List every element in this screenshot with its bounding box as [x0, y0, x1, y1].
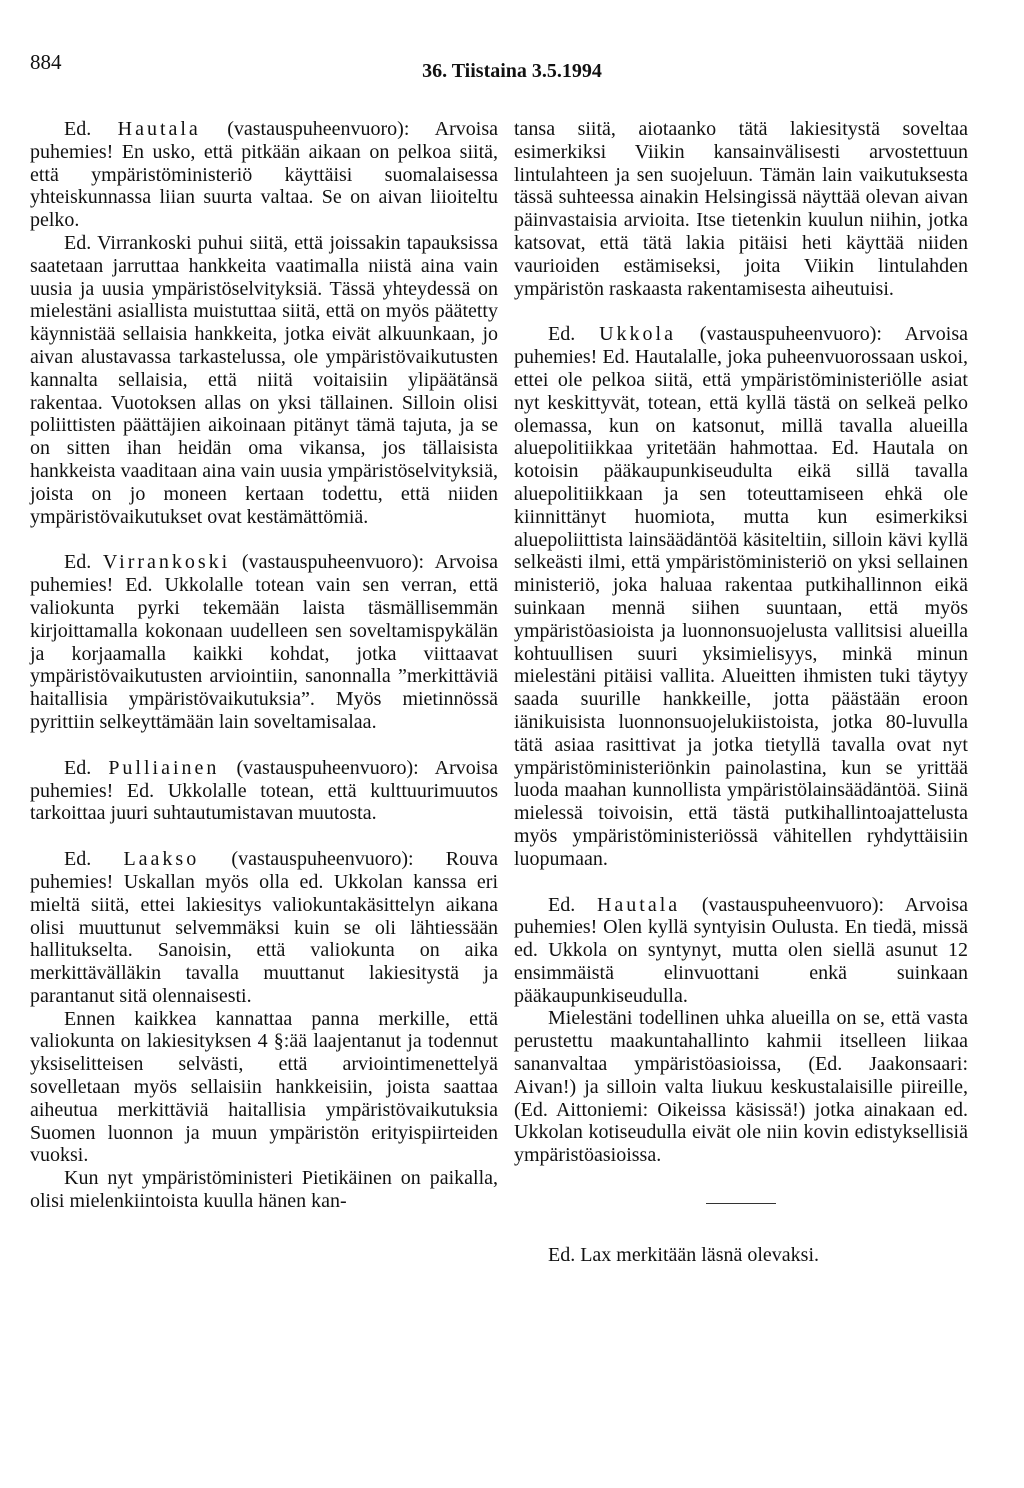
speech-virrankoski — [30, 551, 498, 733]
speaker-name: Pulliainen — [108, 756, 220, 779]
speaker-prefix: Ed. — [548, 323, 600, 346]
speech-paragraph: Ennen kaikkea kannattaa panna merkille, että valiokunta on lakiesityksen 4 §:ää laajentanut ja todennut yksiselitteisen selvästi, että arviointimenettelyä sovelletaan myös sellaisiin hankkeisiin, joista saattaa aiheutua merkittäviä haitallisia ympäristövaikutuksia Suomen luonnon ja muun ympäristön erityispiirteiden vuoksi. — [30, 1007, 498, 1167]
right-column — [514, 118, 968, 1267]
speaker-prefix: Ed. — [64, 118, 118, 140]
speech-hautala-1 — [30, 118, 498, 232]
attendance-notice: Ed. Lax merkitään läsnä olevaksi. — [548, 1244, 820, 1267]
speech-paragraph: Ed. Virrankoski puhui siitä, että joissakin tapauksissa saatetaan jarruttaa hankkeita vaatimalla niistä aina vain uusia ja uusia ympäristöselvityksiä. Tässä yhteydessä on mielestäni asiallista muistuttaa siitä, että on myös päätetty käynnistää sellaisia hankkeita, jotka eivät alkuunkaan, jo aivan alustavassa tarkastelussa, ole ympäristövaikutusten kannalta sellaisia, että niitä voitaisiin ylipäätänsä rakentaa. Vuotoksen allas on yksi tällainen. Silloin olisi poliittisten päättäjien aikoinaan pitänyt tämä tajuta, ja se on sitten ihan heidän oma vikansa, jos tällaisista hankkeista vaaditaan aina vain uusia ympäristöselvityksiä, joista on jo moneen kertaan todettu, että niiden ympäristövaikutukset ovat kestämättömiä. — [30, 231, 498, 528]
section-divider — [706, 1203, 776, 1204]
speech-text: (vastauspuheenvuoro): Rouva puhemies! Uskallan myös olla ed. Ukkolan kanssa eri mieltä siitä, ettei lakiesitys valiokuntakäsittelyn aikana olisi muuttunut selvemmäksi kuin se oli lähtiessään hallitukselta. Sanoisin, että valiokunta on aika merkittävälläkin tavalla muuttanut lakiesitystä ja parantanut sitä olennaisesti. — [30, 848, 499, 1007]
speaker-name: Ukkola — [599, 323, 676, 346]
speech-ukkola — [514, 323, 968, 870]
speaker-name: Hautala — [117, 118, 201, 140]
speaker-name: Laakso — [123, 848, 200, 871]
speech-paragraph: Mielestäni todellinen uhka alueilla on se, että vasta perustettu maakuntahallinto kahmii itselleen liikaa sananvaltaa ympäristöasioissa, (Ed. Jaakonsaari: Aivan!) ja silloin valta liukuu keskustalaisille piireille, (Ed. Aittoniemi: Oikeissa käsissä!) jotka ainakaan ed. Ukkolan kotiseudulla eivät ole niin kovin edistyksellisiä ympäristöasioissa. — [514, 1007, 968, 1167]
session-title: 36. Tiistaina 3.5.1994 — [422, 60, 602, 82]
speech-text: (vastauspuheenvuoro): Arvoisa puhemies! Ed. Hautalalle, joka puheenvuorossaan uskoi, ettei ole pelkoa siitä, että ympäristöministeriölle asiat nyt keskittyvät, totean, että kyllä tästä on selkeä pelko olemassa, kun on katsonut, millä tavalla alueilla aluepolitiikkaa yritetään hahmottaa. Ed. Hautala on kotoisin pääkaupunkiseudulta eikä sillä tavalla aluepolitiikkaan ja sen toteuttamiseen ehkä ole kiinnittänyt huomiota, mutta kun esimerkiksi aluepoliittista lainsäädäntöä käsiteltiin, silloin kävi kyllä selkeästi ilmi, että ympäristöministeriö on yksi sellainen ministeriö, joka haluaa rakentaa putkihallinnon eikä suinkaan mennä siihen suuntaan, että myös ympäristöasioista ja luonnonsuojelusta vallitsisi alueilla kohtuullisen suuri yksimielisyys, minkä minun mielestäni pitäisi vallita. Alueitten ihmisten tuki täytyy saada suurille hankkeille, jotta päästään eroon iänikuisista luonnonsuojelukiistoista, jotka 80-luvulla tätä asiaa rasittivat ja jotka tietyllä tavalla ovat nyt ympäristöministeriönkin painolastina, kun se yrittää luoda maahan kunnollista ympäristölainsäädäntöä. Siinä mielessä toivoisin, että tästä putkihallintoajattelusta myös ympäristöministeriössä vähitellen ryhdyttäisiin luopumaan. — [514, 323, 969, 870]
speech-hautala-2 — [514, 894, 968, 1008]
speaker-prefix: Ed. — [64, 756, 109, 779]
speech-text: (vastauspuheenvuoro): Arvoisa puhemies! Ed. Ukkolalle totean, että kulttuurimuutos tarkoittaa juuri suhtautumistavan muutosta. — [30, 756, 498, 825]
speaker-name: Hautala — [596, 893, 681, 916]
speaker-prefix: Ed. — [548, 893, 597, 916]
speaker-prefix: Ed. — [64, 551, 103, 574]
page-header — [0, 42, 1024, 82]
speech-text: (vastauspuheenvuoro): Arvoisa puhemies! Ed. Ukkolalle totean vain sen verran, että valiokunta pyrki tekemään laista täsmällisemmän kirjoittamalla kokonaan uudelleen sen soveltamispykälän ja korjaamalla kaikki kohdat, jotka viittaavat ympäristövaikutusten arviointiin, sanonnalla ”merkittäviä haitallisia ympäristövaikutuksia”. Myös mietinnössä pyrittiin selkeyttämään lain soveltamisalaa. — [30, 551, 498, 733]
speech-pulliainen — [30, 757, 498, 825]
speech-paragraph: Kun nyt ympäristöministeri Pietikäinen on paikalla, olisi mielenkiintoista kuulla hänen kan- — [30, 1167, 498, 1213]
speech-text: (vastauspuheenvuoro): Arvoisa puhemies! En usko, että pitkään aikaan on pelkoa siitä, että ympäristöministeriö käyttäisi suomalaisessa yhteiskunnassa liian suurta valtaa. Se on aivan liioiteltu pelko. — [30, 118, 498, 232]
speech-paragraph: tansa siitä, aiotaanko tätä lakiesitystä soveltaa esimerkiksi Viikin kansainvälisesti arvostettuun lintulahteen ja sen suojeluun. Tämän lain vaikutuksesta tässä suhteessa ainakin Helsingissä näyttää olevan aivan päinvastaisia arvioita. Itse tietenkin kuulun niihin, jotka katsovat, että tätä lakia pitäisi heti käyttää niiden vaurioiden estämiseksi, joita Viikin lintulahden ympäristön raskaasta rakentamisesta aiheutuisi. — [514, 118, 968, 300]
speech-laakso — [30, 848, 498, 1008]
speaker-name: Virrankoski — [102, 551, 231, 574]
left-column — [30, 118, 498, 1213]
page-number: 884 — [30, 50, 62, 74]
speech-text: (vastauspuheenvuoro): Arvoisa puhemies! Olen kyllä syntyisin Oulusta. En tiedä, missä ed. Ukkola on syntynyt, mutta olen siellä asunut 12 ensimmäistä elinvuottani enkä suinkaan pääkaupunkiseudulla. — [514, 893, 968, 1007]
speaker-prefix: Ed. — [64, 848, 124, 871]
